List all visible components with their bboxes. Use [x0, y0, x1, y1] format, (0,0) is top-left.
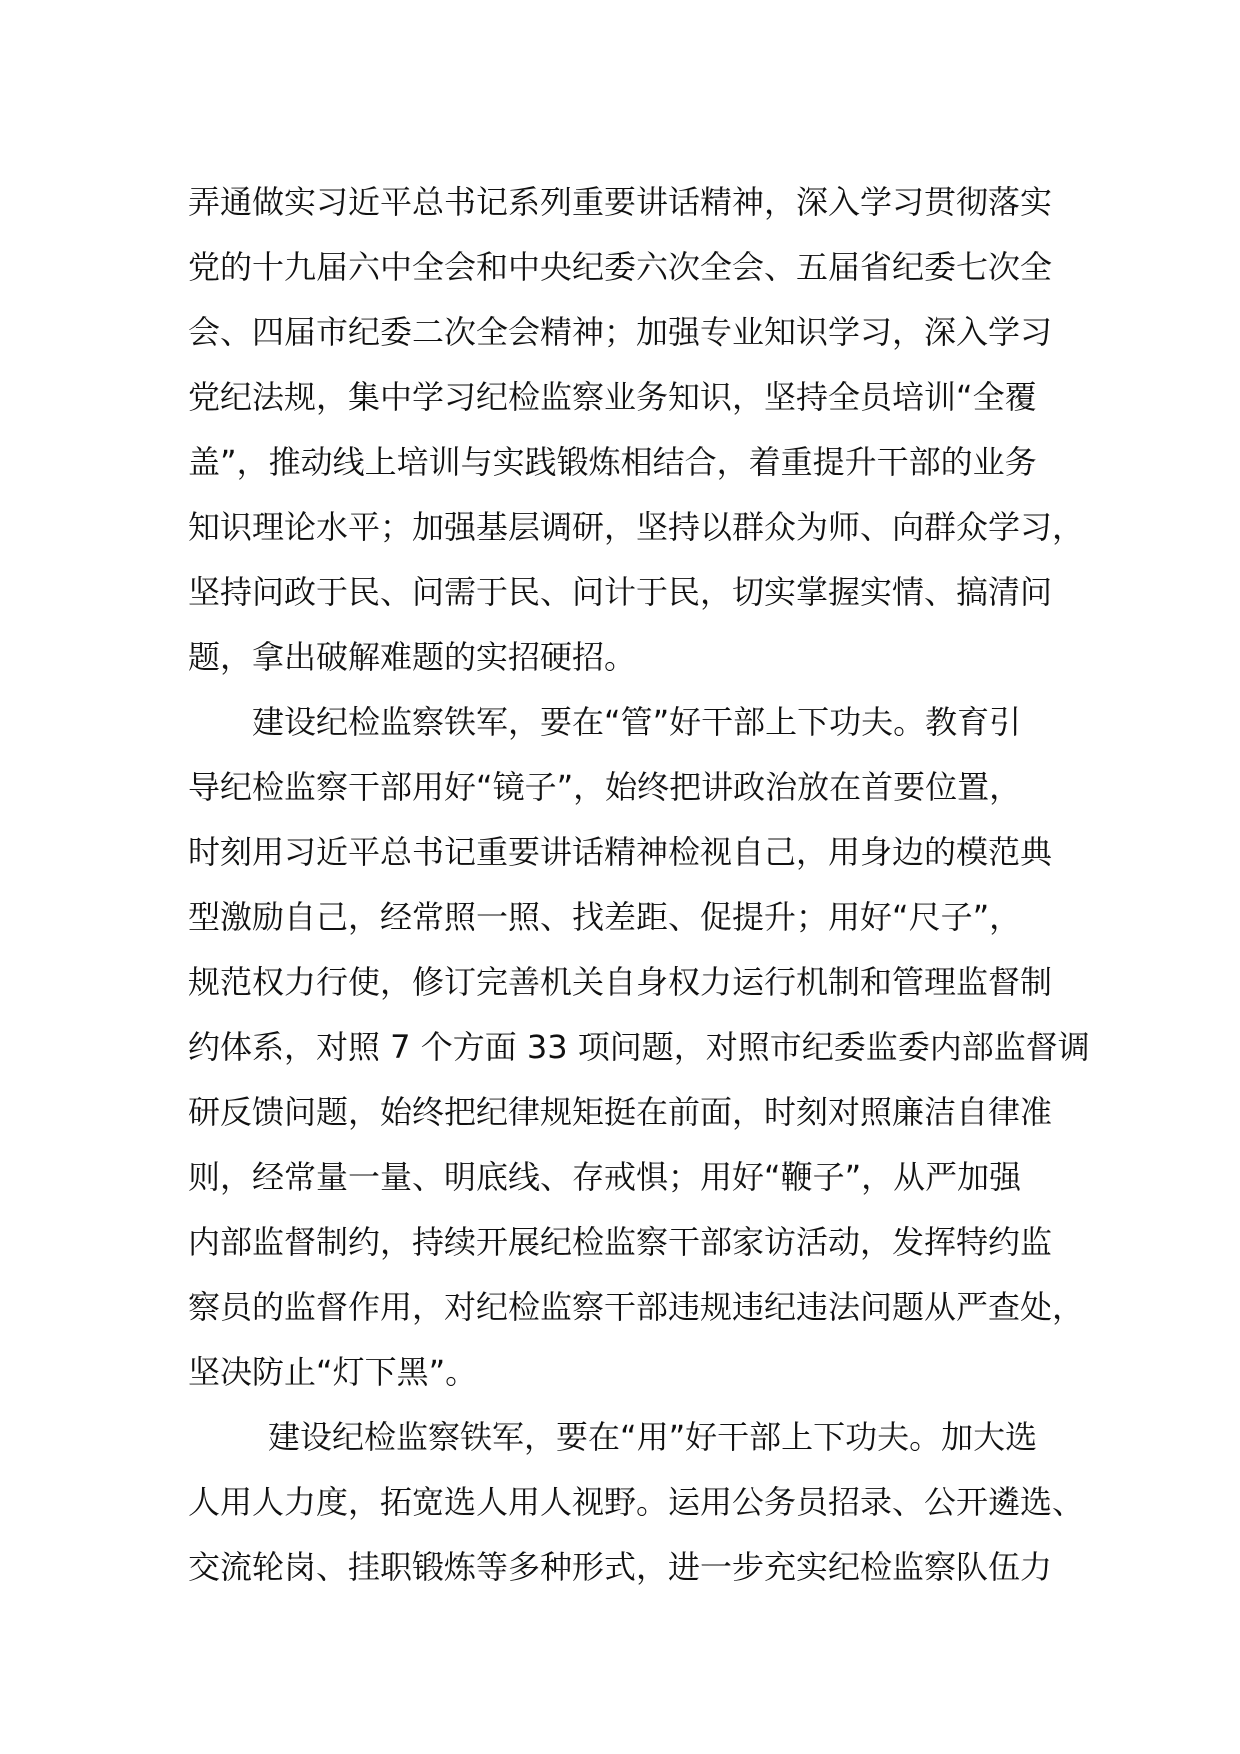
text-line: 导纪检监察干部用好“镜子”，始终把讲政治放在首要位置， [188, 768, 1022, 806]
text-line: 内部监督制约，持续开展纪检监察干部家访活动，发挥特约监 [188, 1223, 1053, 1261]
text-line: 规范权力行使，修订完善机关自身权力运行机制和管理监督制 [188, 963, 1053, 1001]
text-line: 弄通做实习近平总书记系列重要讲话精神，深入学习贯彻落实 [188, 183, 1053, 221]
text-line: 研反馈问题，始终把纪律规矩挺在前面，时刻对照廉洁自律准 [188, 1093, 1053, 1131]
text-line: 党纪法规，集中学习纪检监察业务知识，坚持全员培训“全覆 [188, 378, 1037, 416]
text-line: 人用人力度，拓宽选人用人视野。运用公务员招录、公开遴选、 [188, 1483, 1085, 1521]
text-line: 约体系，对照 7 个方面 33 项问题，对照市纪委监委内部监督调 [188, 1028, 1090, 1066]
text-line: 党的十九届六中全会和中央纪委六次全会、五届省纪委七次全 [188, 248, 1053, 286]
text-line: 盖”，推动线上培训与实践锻炼相结合，着重提升干部的业务 [188, 443, 1037, 481]
body-text [188, 170, 1088, 1600]
paragraph-start-line: 建设纪检监察铁军，要在“管”好干部上下功夫。教育引 [252, 703, 1022, 741]
text-line: 型激励自己，经常照一照、找差距、促提升；用好“尺子”， [188, 898, 1022, 936]
text-line: 察员的监督作用，对纪检监察干部违规违纪违法问题从严查处， [188, 1288, 1085, 1326]
text-line: 则，经常量一量、明底线、存戒惧；用好“鞭子”，从严加强 [188, 1158, 1022, 1196]
text-line: 交流轮岗、挂职锻炼等多种形式，进一步充实纪检监察队伍力 [188, 1548, 1053, 1586]
paragraph-start-line: 建设纪检监察铁军，要在“用”好干部上下功夫。加大选 [268, 1418, 1038, 1456]
text-line: 题，拿出破解难题的实招硬招。 [188, 638, 637, 676]
text-line: 坚持问政于民、问需于民、问计于民，切实掌握实情、搞清问 [188, 573, 1053, 611]
text-line: 坚决防止“灯下黑”。 [188, 1353, 478, 1391]
text-line: 会、四届市纪委二次全会精神；加强专业知识学习，深入学习 [188, 313, 1053, 351]
text-line: 时刻用习近平总书记重要讲话精神检视自己，用身边的模范典 [188, 833, 1053, 871]
text-line: 知识理论水平；加强基层调研，坚持以群众为师、向群众学习， [188, 508, 1085, 546]
